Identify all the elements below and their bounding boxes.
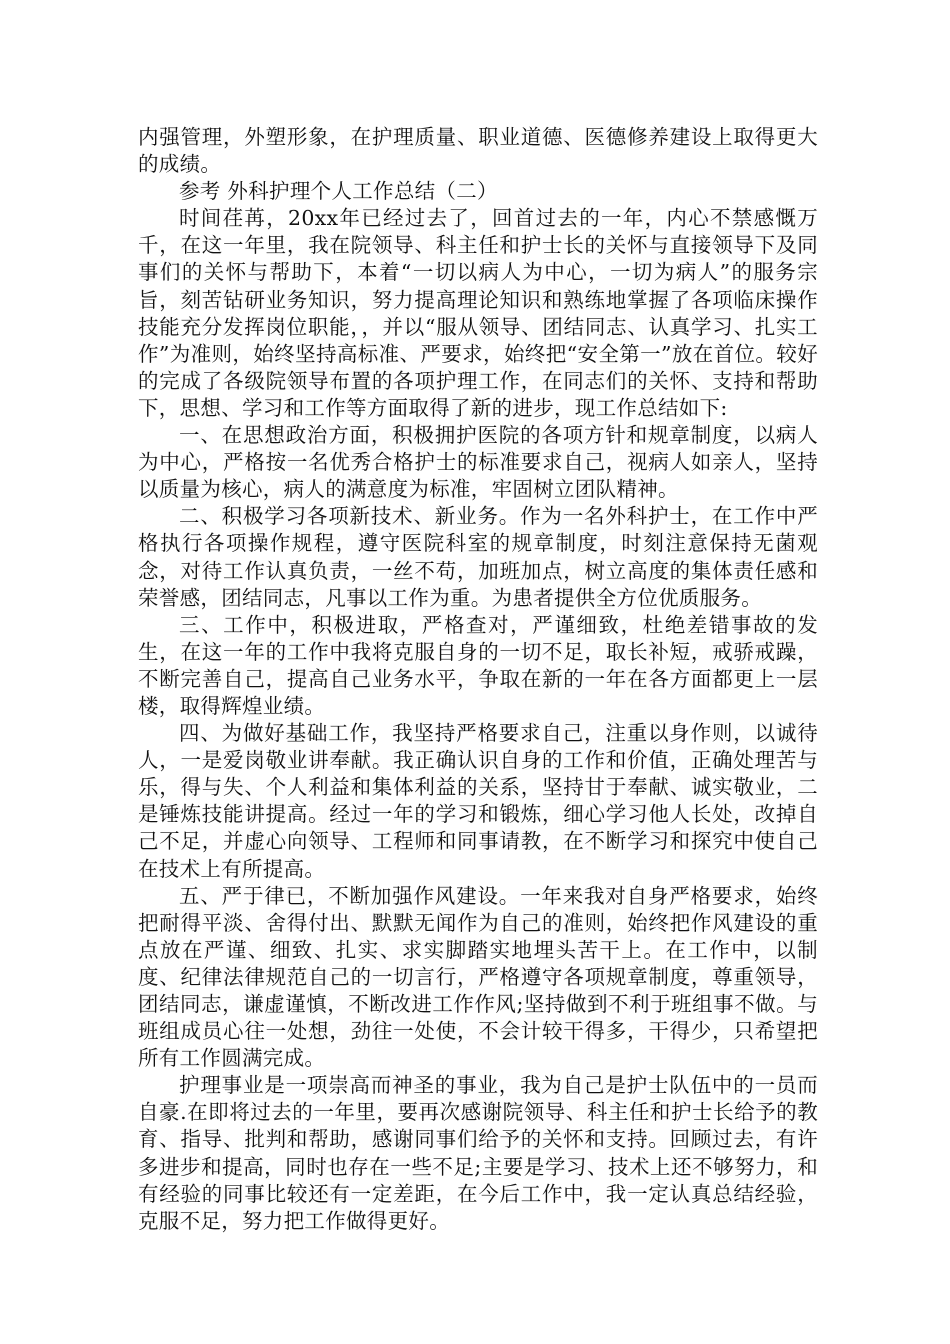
section-heading: 参考 外科护理个人工作总结（二） — [179, 179, 498, 204]
document-body — [138, 124, 818, 1235]
paragraph-point-5: 五、严于律已，不断加强作风建设。一年来我对自身严格要求，始终把耐得平淡、舍得付出、默默无闻作为自己的准则，始终把作风建设的重点放在严谨、细致、扎实、求实脚踏实地埋头苦干上。在工作中，以制度、纪律法律规范自己的一切言行，严格遵守各项规章制度，尊重领导，团结同志，谦虚谨慎，不断改进工作作风;坚持做到不利于班组事不做。与班组成员心往一处想，劲往一处使，不会计较干得多，干得少，只希望把所有工作圆满完成。 — [138, 883, 818, 1071]
paragraph-conclusion: 护理事业是一项崇高而神圣的事业，我为自己是护士队伍中的一员而自豪.在即将过去的一年里，要再次感谢院领导、科主任和护士长给予的教育、指导、批判和帮助，感谢同事们给予的关怀和支持。回顾过去，有许多进步和提高，同时也存在一些不足;主要是学习、技术上还不够努力，和有经验的同事比较还有一定差距，在今后工作中，我一定认真总结经验，克服不足，努力把工作做得更好。 — [138, 1073, 818, 1233]
paragraph-continuation: 内强管理，外塑形象，在护理质量、职业道德、医德修养建设上取得更大的成绩。 — [138, 125, 818, 177]
paragraph-intro: 时间荏苒，20xx年已经过去了，回首过去的一年，内心不禁感慨万千，在这一年里，我在院领导、科主任和护士长的关怀与直接领导下及同事们的关怀与帮助下，本着“一切以病人为中心，一切为病人”的服务宗旨，刻苦钻研业务知识，努力提高理论知识和熟练地掌握了各项临床操作技能充分发挥岗位职能，，并以“服从领导、团结同志、认真学习、扎实工作”为准则，始终坚持高标准、严要求，始终把“安全第一”放在首位。较好的完成了各级院领导布置的各项护理工作，在同志们的关怀、支持和帮助下，思想、学习和工作等方面取得了新的进步，现工作总结如下: — [138, 206, 818, 420]
paragraph-point-3: 三、工作中，积极进取，严格查对，严谨细致，杜绝差错事故的发生，在这一年的工作中我将克服自身的一切不足，取长补短，戒骄戒躁，不断完善自己，提高自己业务水平，争取在新的一年在各方面都更上一层楼，取得辉煌业绩。 — [138, 612, 818, 718]
paragraph-point-2: 二、积极学习各项新技术、新业务。作为一名外科护士，在工作中严格执行各项操作规程，遵守医院科室的规章制度，时刻注意保持无菌观念，对待工作认真负责，一丝不苟，加班加点，树立高度的集体责任感和荣誉感，团结同志，凡事以工作为重。为患者提供全方位优质服务。 — [138, 504, 818, 610]
paragraph-point-1: 一、在思想政治方面，积极拥护医院的各项方针和规章制度，以病人为中心，严格按一名优秀合格护士的标准要求自己，视病人如亲人，坚持以质量为核心，病人的满意度为标准，牢固树立团队精神。 — [138, 423, 818, 502]
paragraph-point-4: 四、为做好基础工作，我坚持严格要求自己，注重以身作则，以诚待人，一是爱岗敬业讲奉献。我正确认识自身的工作和价值，正确处理苦与乐，得与失、个人利益和集体利益的关系，坚持甘于奉献、诚实敬业，二是锤炼技能讲提高。经过一年的学习和锻炼，细心学习他人长处，改掉自己不足，并虚心向领导、工程师和同事请教，在不断学习和探究中使自己在技术上有所提高。 — [138, 721, 818, 881]
